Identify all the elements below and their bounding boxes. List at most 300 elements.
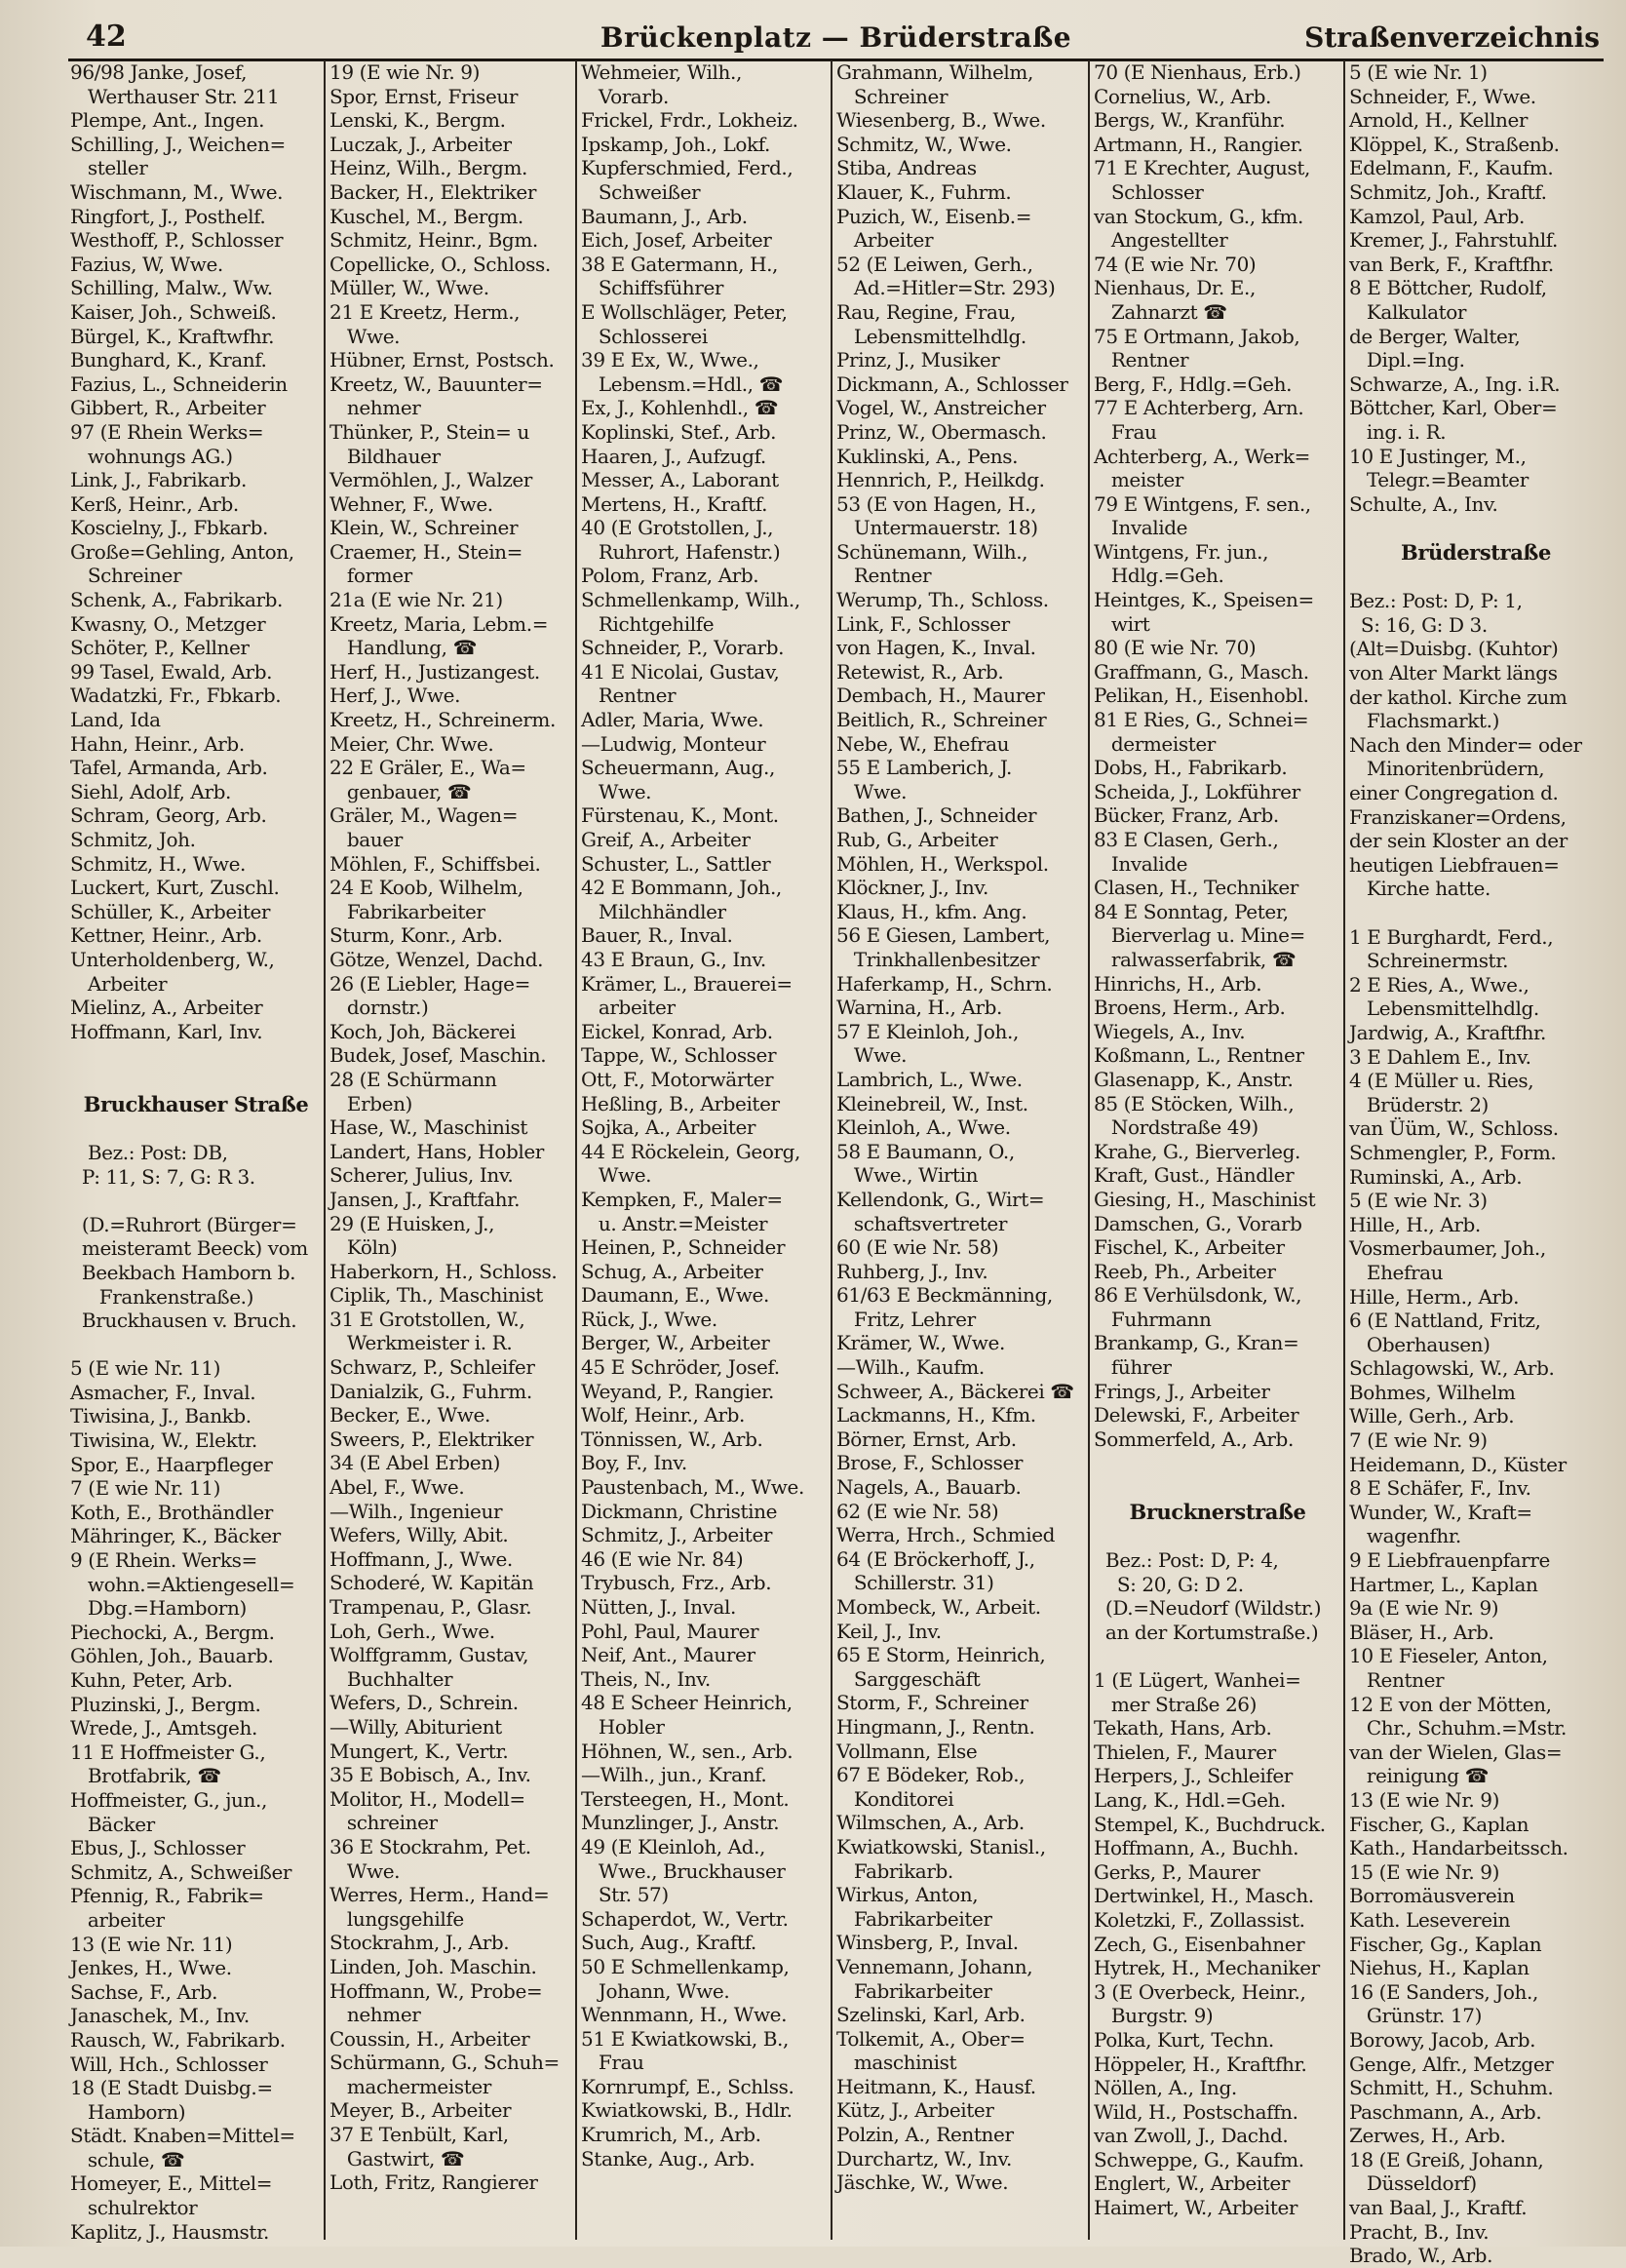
- directory-entry: Schneider, F., Wwe.: [1349, 84, 1536, 108]
- directory-entry: Wadatzki, Fr., Fbkarb.: [70, 684, 282, 708]
- directory-entry: Fischer, G., Kaplan: [1349, 1812, 1529, 1836]
- directory-entry: Achterberg, A., Werk=: [1094, 444, 1310, 468]
- directory-entry: Hoffmeister, G., jun.,: [70, 1787, 267, 1812]
- directory-entry: Pfennig, R., Fabrik=: [70, 1884, 264, 1908]
- directory-entry: Brüderstr. 2): [1349, 1092, 1489, 1116]
- directory-entry: Städt. Knaben=Mittel=: [70, 2124, 295, 2148]
- directory-entry: Broens, Herm., Arb.: [1094, 996, 1286, 1020]
- column-divider: [831, 60, 832, 2240]
- column-5: [1094, 60, 1341, 2240]
- directory-entry: Paustenbach, M., Wwe.: [581, 1475, 804, 1500]
- directory-entry: Ehefrau: [1349, 1260, 1444, 1284]
- directory-entry: Coussin, H., Arbeiter: [329, 2026, 530, 2051]
- directory-entry: Koth, E., Brothändler: [70, 1500, 273, 1524]
- directory-entry: Schwarz, P., Schleifer: [329, 1355, 535, 1380]
- directory-entry: Bez.: Post: DB,: [70, 1140, 228, 1164]
- directory-entry: Ciplik, Th., Maschinist: [329, 1283, 543, 1308]
- directory-entry: Plempe, Ant., Ingen.: [70, 108, 265, 133]
- directory-entry: Scheida, J., Lokführer: [1094, 779, 1300, 803]
- directory-entry: Reeb, Ph., Arbeiter: [1094, 1259, 1276, 1283]
- street-heading: Bruckhauser Straße: [83, 1091, 309, 1116]
- directory-entry: Asmacher, F., Inval.: [70, 1380, 256, 1404]
- directory-entry: 4 (E Müller u. Ries,: [1349, 1069, 1534, 1093]
- directory-entry: Vosmerbaumer, Joh.,: [1349, 1236, 1546, 1261]
- directory-entry: Westhoff, P., Schlosser: [70, 228, 284, 253]
- directory-entry: Schmengler, P., Form.: [1349, 1140, 1557, 1164]
- directory-entry: Wintgens, Fr. jun.,: [1094, 539, 1269, 564]
- directory-entry: Luckert, Kurt, Zuschl.: [70, 876, 280, 900]
- directory-entry: Luczak, J., Arbeiter: [329, 132, 512, 156]
- directory-entry: [70, 1189, 322, 1213]
- directory-entry: Bunghard, K., Kranf.: [70, 348, 267, 372]
- directory-entry: Kremer, J., Fahrstuhlf.: [1349, 228, 1558, 253]
- directory-entry: meister: [1094, 468, 1183, 492]
- directory-entry: Pracht, B., Inv.: [1349, 2219, 1490, 2244]
- directory-entry: machermeister: [329, 2074, 491, 2098]
- directory-entry: schreiner: [329, 1811, 438, 1835]
- directory-entry: 77 E Achterberg, Arn.: [1094, 396, 1304, 420]
- section-title: Straßenverzeichnis: [1304, 21, 1600, 54]
- directory-entry: 3 E Dahlem E., Inv.: [1349, 1044, 1531, 1069]
- directory-entry: ing. i. R.: [1349, 419, 1447, 444]
- directory-entry: Tolkemit, A., Ober=: [836, 2026, 1026, 2051]
- directory-entry: Wille, Gerh., Arb.: [1349, 1404, 1515, 1428]
- directory-entry: Bäcker: [70, 1812, 155, 1836]
- directory-entry: ralwasserfabrik, ☎: [1094, 947, 1297, 971]
- directory-entry: Berger, W., Arbeiter: [581, 1331, 770, 1355]
- directory-entry: Storm, F., Schreiner: [836, 1691, 1028, 1715]
- directory-entry: Müller, W., Wwe.: [329, 276, 489, 300]
- directory-entry: wirt: [1094, 611, 1150, 636]
- directory-entry: 45 E Schröder, Josef.: [581, 1355, 780, 1380]
- directory-entry: P: 11, S: 7, G: R 3.: [70, 1164, 255, 1189]
- directory-entry: 43 E Braun, G., Inv.: [581, 947, 766, 971]
- directory-entry: Dembach, H., Maurer: [836, 684, 1045, 708]
- directory-entry: Nöllen, A., Ing.: [1094, 2076, 1237, 2100]
- directory-entry: Eickel, Konrad, Arb.: [581, 1019, 773, 1043]
- directory-entry: Wwe.: [329, 324, 401, 348]
- directory-entry: Sachse, F., Arb.: [70, 1979, 218, 2004]
- directory-entry: Tönnissen, W., Arb.: [581, 1427, 763, 1451]
- directory-entry: Baumann, J., Arb.: [581, 204, 748, 228]
- directory-entry: Koßmann, L., Rentner: [1094, 1043, 1304, 1068]
- directory-entry: Kirche hatte.: [1349, 877, 1490, 901]
- directory-entry: 21a (E wie Nr. 21): [329, 588, 503, 612]
- directory-entry: Fabrikarb.: [836, 1858, 953, 1883]
- directory-entry: 10 E Fieseler, Anton,: [1349, 1644, 1548, 1668]
- column-divider: [324, 60, 326, 2240]
- directory-entry: Börner, Ernst, Arb.: [836, 1427, 1017, 1451]
- directory-entry: Hennrich, P., Heilkdg.: [836, 468, 1045, 492]
- directory-entry: 9a (E wie Nr. 9): [1349, 1596, 1499, 1621]
- directory-entry: Will, Hch., Schlosser: [70, 2052, 268, 2076]
- directory-entry: Heintges, K., Speisen=: [1094, 588, 1314, 612]
- directory-entry: Sommerfeld, A., Arb.: [1094, 1427, 1294, 1451]
- directory-entry: Piechocki, A., Bergm.: [70, 1620, 275, 1644]
- directory-entry: Nütten, J., Inval.: [581, 1595, 736, 1619]
- directory-entry: Wischmann, M., Wwe.: [70, 179, 284, 204]
- directory-entry: Mungert, K., Vertr.: [329, 1739, 509, 1763]
- directory-entry: Prinz, W., Obermasch.: [836, 419, 1047, 444]
- directory-entry: Fabrikarbeiter: [329, 899, 485, 923]
- directory-entry: 35 E Bobisch, A., Inv.: [329, 1763, 531, 1787]
- directory-entry: 84 E Sonntag, Peter,: [1094, 899, 1289, 923]
- directory-entry: 74 (E wie Nr. 70): [1094, 252, 1257, 276]
- directory-entry: nehmer: [329, 396, 421, 420]
- directory-entry: Bücker, Franz, Arb.: [1094, 803, 1279, 828]
- directory-entry: Schmitz, W., Wwe.: [836, 132, 1012, 156]
- directory-entry: Warnina, H., Arb.: [836, 996, 1002, 1020]
- directory-entry: 8 E Schäfer, F., Inv.: [1349, 1476, 1531, 1501]
- directory-entry: einer Congregation d.: [1349, 781, 1559, 805]
- directory-entry: Klöckner, J., Inv.: [836, 876, 988, 900]
- directory-entry: wohnungs AG.): [70, 444, 233, 468]
- directory-entry: Koplinski, Stef., Arb.: [581, 419, 777, 444]
- directory-entry: Nienhaus, Dr. E.,: [1094, 276, 1256, 300]
- directory-entry: Kleinloh, A., Wwe.: [836, 1115, 1011, 1140]
- directory-entry: Hoffmann, Karl, Inv.: [70, 1019, 263, 1043]
- directory-entry: Bürgel, K., Kraftwfhr.: [70, 324, 275, 348]
- directory-entry: Frickel, Frdr., Lokheiz.: [581, 108, 798, 133]
- directory-entry: Delewski, F., Arbeiter: [1094, 1403, 1299, 1427]
- directory-entry: Krämer, W., Wwe.: [836, 1331, 1005, 1355]
- directory-entry: Franziskaner=Ordens,: [1349, 804, 1567, 829]
- directory-entry: Polka, Kurt, Techn.: [1094, 2027, 1274, 2052]
- directory-entry: Schreiner: [70, 564, 182, 588]
- directory-entry: Wefers, D., Schrein.: [329, 1691, 519, 1715]
- directory-entry: 65 E Storm, Heinrich,: [836, 1643, 1046, 1667]
- directory-entry: 49 (E Kleinloh, Ad.,: [581, 1834, 766, 1858]
- directory-entry: Hübner, Ernst, Postsch.: [329, 348, 555, 372]
- directory-entry: Landert, Hans, Hobler: [329, 1139, 544, 1163]
- directory-entry: Jardwig, A., Kraftfhr.: [1349, 1020, 1546, 1044]
- directory-entry: Kütz, J., Arbeiter: [836, 2098, 994, 2123]
- column-2: [329, 60, 573, 2240]
- directory-entry: Link, F., Schlosser: [836, 611, 1010, 636]
- directory-entry: Fuhrmann: [1094, 1307, 1212, 1331]
- directory-entry: Mähringer, K., Bäcker: [70, 1524, 281, 1548]
- directory-entry: Fazius, L., Schneiderin: [70, 371, 288, 396]
- page-header: [68, 14, 1604, 61]
- directory-entry: Stiba, Andreas: [836, 156, 977, 180]
- directory-entry: Meyer, B., Arbeiter: [329, 2098, 512, 2123]
- directory-entry: Vermöhlen, J., Walzer: [329, 468, 532, 492]
- directory-entry: van Berk, F., Kraftfhr.: [1349, 252, 1554, 276]
- directory-entry: 96/98 Janke, Josef,: [70, 60, 248, 84]
- directory-entry: (D.=Neudorf (Wildstr.): [1094, 1596, 1322, 1621]
- directory-entry: 81 E Ries, G., Schnei=: [1094, 708, 1309, 732]
- directory-entry: 2 E Ries, A., Wwe.,: [1349, 972, 1529, 997]
- directory-entry: Neif, Ant., Maurer: [581, 1643, 755, 1667]
- directory-entry: 44 E Röckelein, Georg,: [581, 1139, 801, 1163]
- directory-entry: Rausch, W., Fabrikarb.: [70, 2027, 286, 2052]
- column-1: [70, 60, 322, 2244]
- directory-entry: Jenkes, H., Wwe.: [70, 1956, 232, 1980]
- directory-entry: Cornelius, W., Arb.: [1094, 84, 1271, 108]
- directory-entry: Nordstraße 49): [1094, 1115, 1258, 1140]
- directory-entry: Fürstenau, K., Mont.: [581, 803, 779, 828]
- directory-entry: Frau: [581, 2051, 644, 2075]
- directory-entry: Kuklinski, A., Pens.: [836, 444, 1019, 468]
- directory-entry: Wolffgramm, Gustav,: [329, 1643, 529, 1667]
- directory-entry: Hartmer, L., Kaplan: [1349, 1572, 1538, 1596]
- directory-entry: Hamborn): [70, 2099, 186, 2124]
- directory-entry: Schulte, A., Inv.: [1349, 491, 1498, 516]
- directory-entry: Bauer, R., Inval.: [581, 923, 733, 948]
- directory-entry: Trybusch, Frz., Arb.: [581, 1571, 772, 1595]
- directory-entry: mer Straße 26): [1094, 1692, 1258, 1716]
- directory-entry: Gerks, P., Maurer: [1094, 1859, 1260, 1884]
- directory-entry: Str. 57): [581, 1883, 669, 1907]
- directory-entry: Chr., Schuhm.=Mstr.: [1349, 1716, 1568, 1740]
- directory-entry: 5 (E wie Nr. 3): [1349, 1189, 1488, 1213]
- directory-entry: Janaschek, M., Inv.: [70, 2004, 250, 2028]
- directory-entry: 97 (E Rhein Werks=: [70, 419, 264, 444]
- directory-entry: 60 (E wie Nr. 58): [836, 1235, 999, 1260]
- directory-entry: Scheuermann, Aug.,: [581, 756, 775, 780]
- directory-entry: Invalide: [1094, 516, 1188, 540]
- directory-entry: Adler, Maria, Wwe.: [581, 708, 764, 732]
- directory-entry: 36 E Stockrahm, Pet.: [329, 1834, 531, 1858]
- directory-entry: S: 16, G: D 3.: [1349, 612, 1488, 637]
- directory-entry: Frau: [1094, 419, 1157, 444]
- directory-entry: Johann, Wwe.: [581, 1978, 730, 2003]
- directory-entry: Krahe, G., Bierverleg.: [1094, 1139, 1300, 1163]
- directory-entry: Beitlich, R., Schreiner: [836, 708, 1047, 732]
- directory-entry: Heitmann, K., Hausf.: [836, 2074, 1036, 2098]
- page-title: Brückenplatz — Brüderstraße: [600, 21, 1072, 54]
- directory-entry: Telegr.=Beamter: [1349, 468, 1529, 492]
- directory-entry: Kwiatkowski, B., Hdlr.: [581, 2098, 793, 2123]
- directory-entry: Fritz, Lehrer: [836, 1307, 976, 1331]
- directory-entry: Dickmann, Christine: [581, 1499, 778, 1523]
- directory-entry: Kettner, Heinr., Arb.: [70, 923, 262, 948]
- directory-entry: Schmitz, A., Schweißer: [70, 1859, 292, 1884]
- directory-entry: Mertens, H., Kraftf.: [581, 491, 768, 516]
- directory-entry: Götze, Wenzel, Dachd.: [329, 947, 544, 971]
- directory-entry: heutigen Liebfrauen=: [1349, 852, 1560, 877]
- column-divider: [575, 60, 577, 2240]
- directory-entry: steller: [70, 156, 148, 180]
- directory-entry: Bierverlag u. Mine=: [1094, 923, 1305, 948]
- directory-entry: 10 E Justinger, M.,: [1349, 444, 1527, 468]
- directory-entry: Molitor, H., Modell=: [329, 1786, 525, 1811]
- directory-entry: Richtgehilfe: [581, 611, 715, 636]
- directory-entry: Glasenapp, K., Anstr.: [1094, 1067, 1294, 1091]
- directory-entry: Pohl, Paul, Maurer: [581, 1619, 759, 1643]
- directory-entry: wohn.=Aktiengesell=: [70, 1572, 295, 1596]
- directory-entry: Wiesenberg, B., Wwe.: [836, 108, 1046, 133]
- directory-entry: Kath., Handarbeitssch.: [1349, 1836, 1568, 1860]
- directory-entry: Schreinermstr.: [1349, 949, 1509, 973]
- directory-entry: Land, Ida: [70, 708, 161, 732]
- directory-entry: 55 E Lamberich, J.: [836, 756, 1012, 780]
- directory-entry: Schuster, L., Sattler: [581, 851, 771, 876]
- directory-entry: Schweppe, G., Kaufm.: [1094, 2147, 1304, 2171]
- directory-entry: Hille, H., Arb.: [1349, 1212, 1481, 1236]
- directory-entry: Schlosser: [1094, 179, 1204, 204]
- directory-entry: 62 (E wie Nr. 58): [836, 1499, 999, 1523]
- directory-entry: 37 E Tenbült, Karl,: [329, 2123, 509, 2147]
- directory-entry: 28 (E Schürmann: [329, 1067, 497, 1091]
- directory-entry: Schenk, A., Fabrikarb.: [70, 588, 284, 612]
- directory-entry: Dobs, H., Fabrikarb.: [1094, 756, 1288, 780]
- directory-entry: Bläser, H., Arb.: [1349, 1620, 1494, 1644]
- directory-entry: Schmellenkamp, Wilh.,: [581, 588, 800, 612]
- directory-entry: Lang, K., Hdl.=Geh.: [1094, 1787, 1286, 1812]
- directory-entry: [70, 1116, 322, 1141]
- directory-entry: Bergs, W., Kranführ.: [1094, 108, 1286, 133]
- directory-entry: [1094, 1644, 1341, 1668]
- directory-entry: [1349, 901, 1603, 925]
- directory-entry: Wolf, Heinr., Arb.: [581, 1403, 745, 1427]
- directory-entry: Niehus, H., Kaplan: [1349, 1956, 1529, 1980]
- directory-entry: Hobler: [581, 1714, 665, 1739]
- directory-entry: Retewist, R., Arb.: [836, 659, 1004, 684]
- directory-entry: Flachsmarkt.): [1349, 709, 1499, 733]
- directory-entry: Haferkamp, H., Schrn.: [836, 971, 1053, 996]
- directory-entry: Köln): [329, 1235, 398, 1260]
- directory-entry: Stanke, Aug., Arb.: [581, 2146, 755, 2170]
- directory-entry: Clasen, H., Techniker: [1094, 876, 1298, 900]
- directory-entry: 70 (E Nienhaus, Erb.): [1094, 60, 1301, 84]
- directory-entry: S: 20, G: D 2.: [1094, 1572, 1244, 1596]
- directory-entry: 18 (E Greiß, Johann,: [1349, 2147, 1544, 2171]
- directory-entry: Vollmann, Else: [836, 1739, 978, 1763]
- directory-entry: Böttcher, Karl, Ober=: [1349, 396, 1558, 420]
- column-4: [836, 60, 1086, 2240]
- directory-entry: Kwiatkowski, Stanisl.,: [836, 1834, 1046, 1858]
- directory-entry: Dickmann, A., Schlosser: [836, 371, 1068, 396]
- directory-entry: Link, J., Fabrikarb.: [70, 468, 247, 492]
- directory-entry: Kleinebreil, W., Inst.: [836, 1091, 1028, 1115]
- directory-entry: Spor, Ernst, Friseur: [329, 84, 519, 108]
- directory-entry: Grünstr. 17): [1349, 2004, 1483, 2028]
- directory-entry: 46 (E wie Nr. 84): [581, 1546, 744, 1571]
- directory-entry: Kaplitz, J., Hausmstr.: [70, 2219, 269, 2244]
- directory-entry: Werra, Hrch., Schmied: [836, 1523, 1056, 1547]
- directory-entry: [70, 1068, 322, 1092]
- directory-entry: Schmitz, Joh., Kraftf.: [1349, 179, 1547, 204]
- directory-entry: Schillerstr. 31): [836, 1571, 994, 1595]
- directory-entry: Such, Aug., Kraftf.: [581, 1931, 756, 1955]
- directory-entry: Vogel, W., Anstreicher: [836, 396, 1046, 420]
- directory-entry: Ipskamp, Joh., Lokf.: [581, 132, 770, 156]
- directory-entry: 1 E Burghardt, Ferd.,: [1349, 924, 1554, 949]
- directory-entry: der sein Kloster an der: [1349, 829, 1568, 853]
- directory-entry: 7 (E wie Nr. 11): [70, 1476, 220, 1501]
- directory-entry: 24 E Koob, Wilhelm,: [329, 876, 523, 900]
- directory-entry: Homeyer, E., Mittel=: [70, 2171, 273, 2196]
- directory-entry: Arbeiter: [836, 228, 934, 253]
- directory-entry: 19 (E wie Nr. 9): [329, 60, 480, 84]
- directory-entry: Möhlen, H., Werkspol.: [836, 851, 1049, 876]
- directory-entry: Polzin, A., Rentner: [836, 2123, 1014, 2147]
- directory-entry: Schmitt, H., Schuhm.: [1349, 2076, 1554, 2100]
- directory-entry: Krumrich, M., Arb.: [581, 2123, 761, 2147]
- directory-entry: Schreiner: [836, 84, 948, 108]
- directory-entry: Wwe.: [581, 779, 652, 803]
- directory-entry: Becker, E., Wwe.: [329, 1403, 490, 1427]
- directory-entry: Krämer, L., Brauerei=: [581, 971, 793, 996]
- directory-entry: 67 E Bödeker, Rob.,: [836, 1763, 1026, 1787]
- directory-entry: Schweißer: [581, 179, 701, 204]
- directory-entry: Thünker, P., Stein= u: [329, 419, 529, 444]
- directory-entry: Weyand, P., Rangier.: [581, 1379, 774, 1403]
- directory-entry: u. Anstr.=Meister: [581, 1211, 768, 1235]
- directory-entry: Jäschke, W., Wwe.: [836, 2170, 1009, 2195]
- directory-entry: Lenski, K., Bergm.: [329, 108, 506, 133]
- directory-entry: van der Wielen, Glas=: [1349, 1740, 1563, 1764]
- directory-entry: Frankenstraße.): [70, 1284, 254, 1309]
- directory-entry: 6 (E Nattland, Fritz,: [1349, 1309, 1541, 1333]
- directory-entry: Heinz, Wilh., Bergm.: [329, 156, 527, 180]
- directory-entry: Loh, Gerh., Wwe.: [329, 1619, 495, 1643]
- directory-entry: 75 E Ortmann, Jakob,: [1094, 324, 1300, 348]
- directory-entry: (Alt=Duisbg. (Kuhtor): [1349, 637, 1559, 661]
- directory-entry: Handlung, ☎: [329, 636, 478, 660]
- directory-entry: Große=Gehling, Anton,: [70, 539, 294, 564]
- directory-entry: 22 E Gräler, E., Wa=: [329, 756, 526, 780]
- directory-entry: 51 E Kwiatkowski, B.,: [581, 2026, 789, 2051]
- directory-entry: Haimert, W., Arbeiter: [1094, 2196, 1298, 2220]
- directory-entry: 42 E Bommann, Joh.,: [581, 876, 782, 900]
- directory-entry: von Alter Markt längs: [1349, 661, 1558, 685]
- directory-entry: Trinkhallenbesitzer: [836, 947, 1040, 971]
- directory-entry: van Stockum, G., kfm.: [1094, 204, 1303, 228]
- directory-entry: 3 (E Overbeck, Heinr.,: [1094, 1979, 1306, 2004]
- directory-entry: Koch, Joh, Bäckerei: [329, 1019, 516, 1043]
- directory-entry: Hoffmann, A., Buchh.: [1094, 1836, 1299, 1860]
- directory-entry: Puzich, W., Eisenb.=: [836, 204, 1032, 228]
- directory-entry: Trampenau, P., Glasr.: [329, 1595, 532, 1619]
- directory-entry: reinigung ☎: [1349, 1764, 1490, 1788]
- directory-entry: Schwarze, A., Ing. i.R.: [1349, 371, 1561, 396]
- directory-entry: Wehmeier, Wilh.,: [581, 60, 742, 84]
- directory-entry: Ringfort, J., Posthelf.: [70, 204, 266, 228]
- directory-entry: de Berger, Walter,: [1349, 324, 1521, 348]
- directory-entry: (D.=Ruhrort (Bürger=: [70, 1212, 297, 1236]
- directory-entry: Klein, W., Schreiner: [329, 516, 519, 540]
- directory-entry: Bathen, J., Schneider: [836, 803, 1037, 828]
- directory-entry: Budek, Josef, Maschin.: [329, 1043, 547, 1068]
- column-divider: [1343, 60, 1345, 2240]
- directory-entry: Bez.: Post: D, P: 1,: [1349, 589, 1523, 613]
- column-6: [1349, 60, 1603, 2268]
- directory-entry: Wwe.: [329, 1858, 401, 1883]
- directory-entry: Pluzinski, J., Bergm.: [70, 1692, 261, 1716]
- directory-entry: Werthauser Str. 211: [70, 84, 280, 108]
- directory-entry: former: [329, 564, 412, 588]
- directory-entry: 50 E Schmellenkamp,: [581, 1954, 790, 1978]
- directory-entry: Winsberg, P., Inval.: [836, 1931, 1019, 1955]
- directory-entry: Hille, Herm., Arb.: [1349, 1284, 1520, 1309]
- directory-entry: 9 (E Rhein. Werks=: [70, 1548, 257, 1573]
- directory-entry: 13 (E wie Nr. 9): [1349, 1787, 1499, 1812]
- directory-entry: Wehner, F., Wwe.: [329, 491, 493, 516]
- street-heading: Brüderstraße: [1401, 539, 1551, 565]
- directory-entry: 31 E Grotstollen, W.,: [329, 1307, 525, 1331]
- directory-entry: Hahn, Heinr., Arb.: [70, 731, 245, 756]
- directory-entry: Herf, H., Justizangest.: [329, 659, 540, 684]
- directory-entry: Ex, J., Kohlenhdl., ☎: [581, 396, 779, 420]
- directory-entry: Wild, H., Postschaffn.: [1094, 2099, 1298, 2124]
- directory-entry: Schmitz, Heinr., Bgm.: [329, 228, 538, 253]
- directory-entry: Rück, J., Wwe.: [581, 1307, 717, 1331]
- directory-entry: Heßling, B., Arbeiter: [581, 1091, 780, 1115]
- directory-entry: Schöter, P., Kellner: [70, 636, 250, 660]
- directory-entry: [1094, 1524, 1341, 1548]
